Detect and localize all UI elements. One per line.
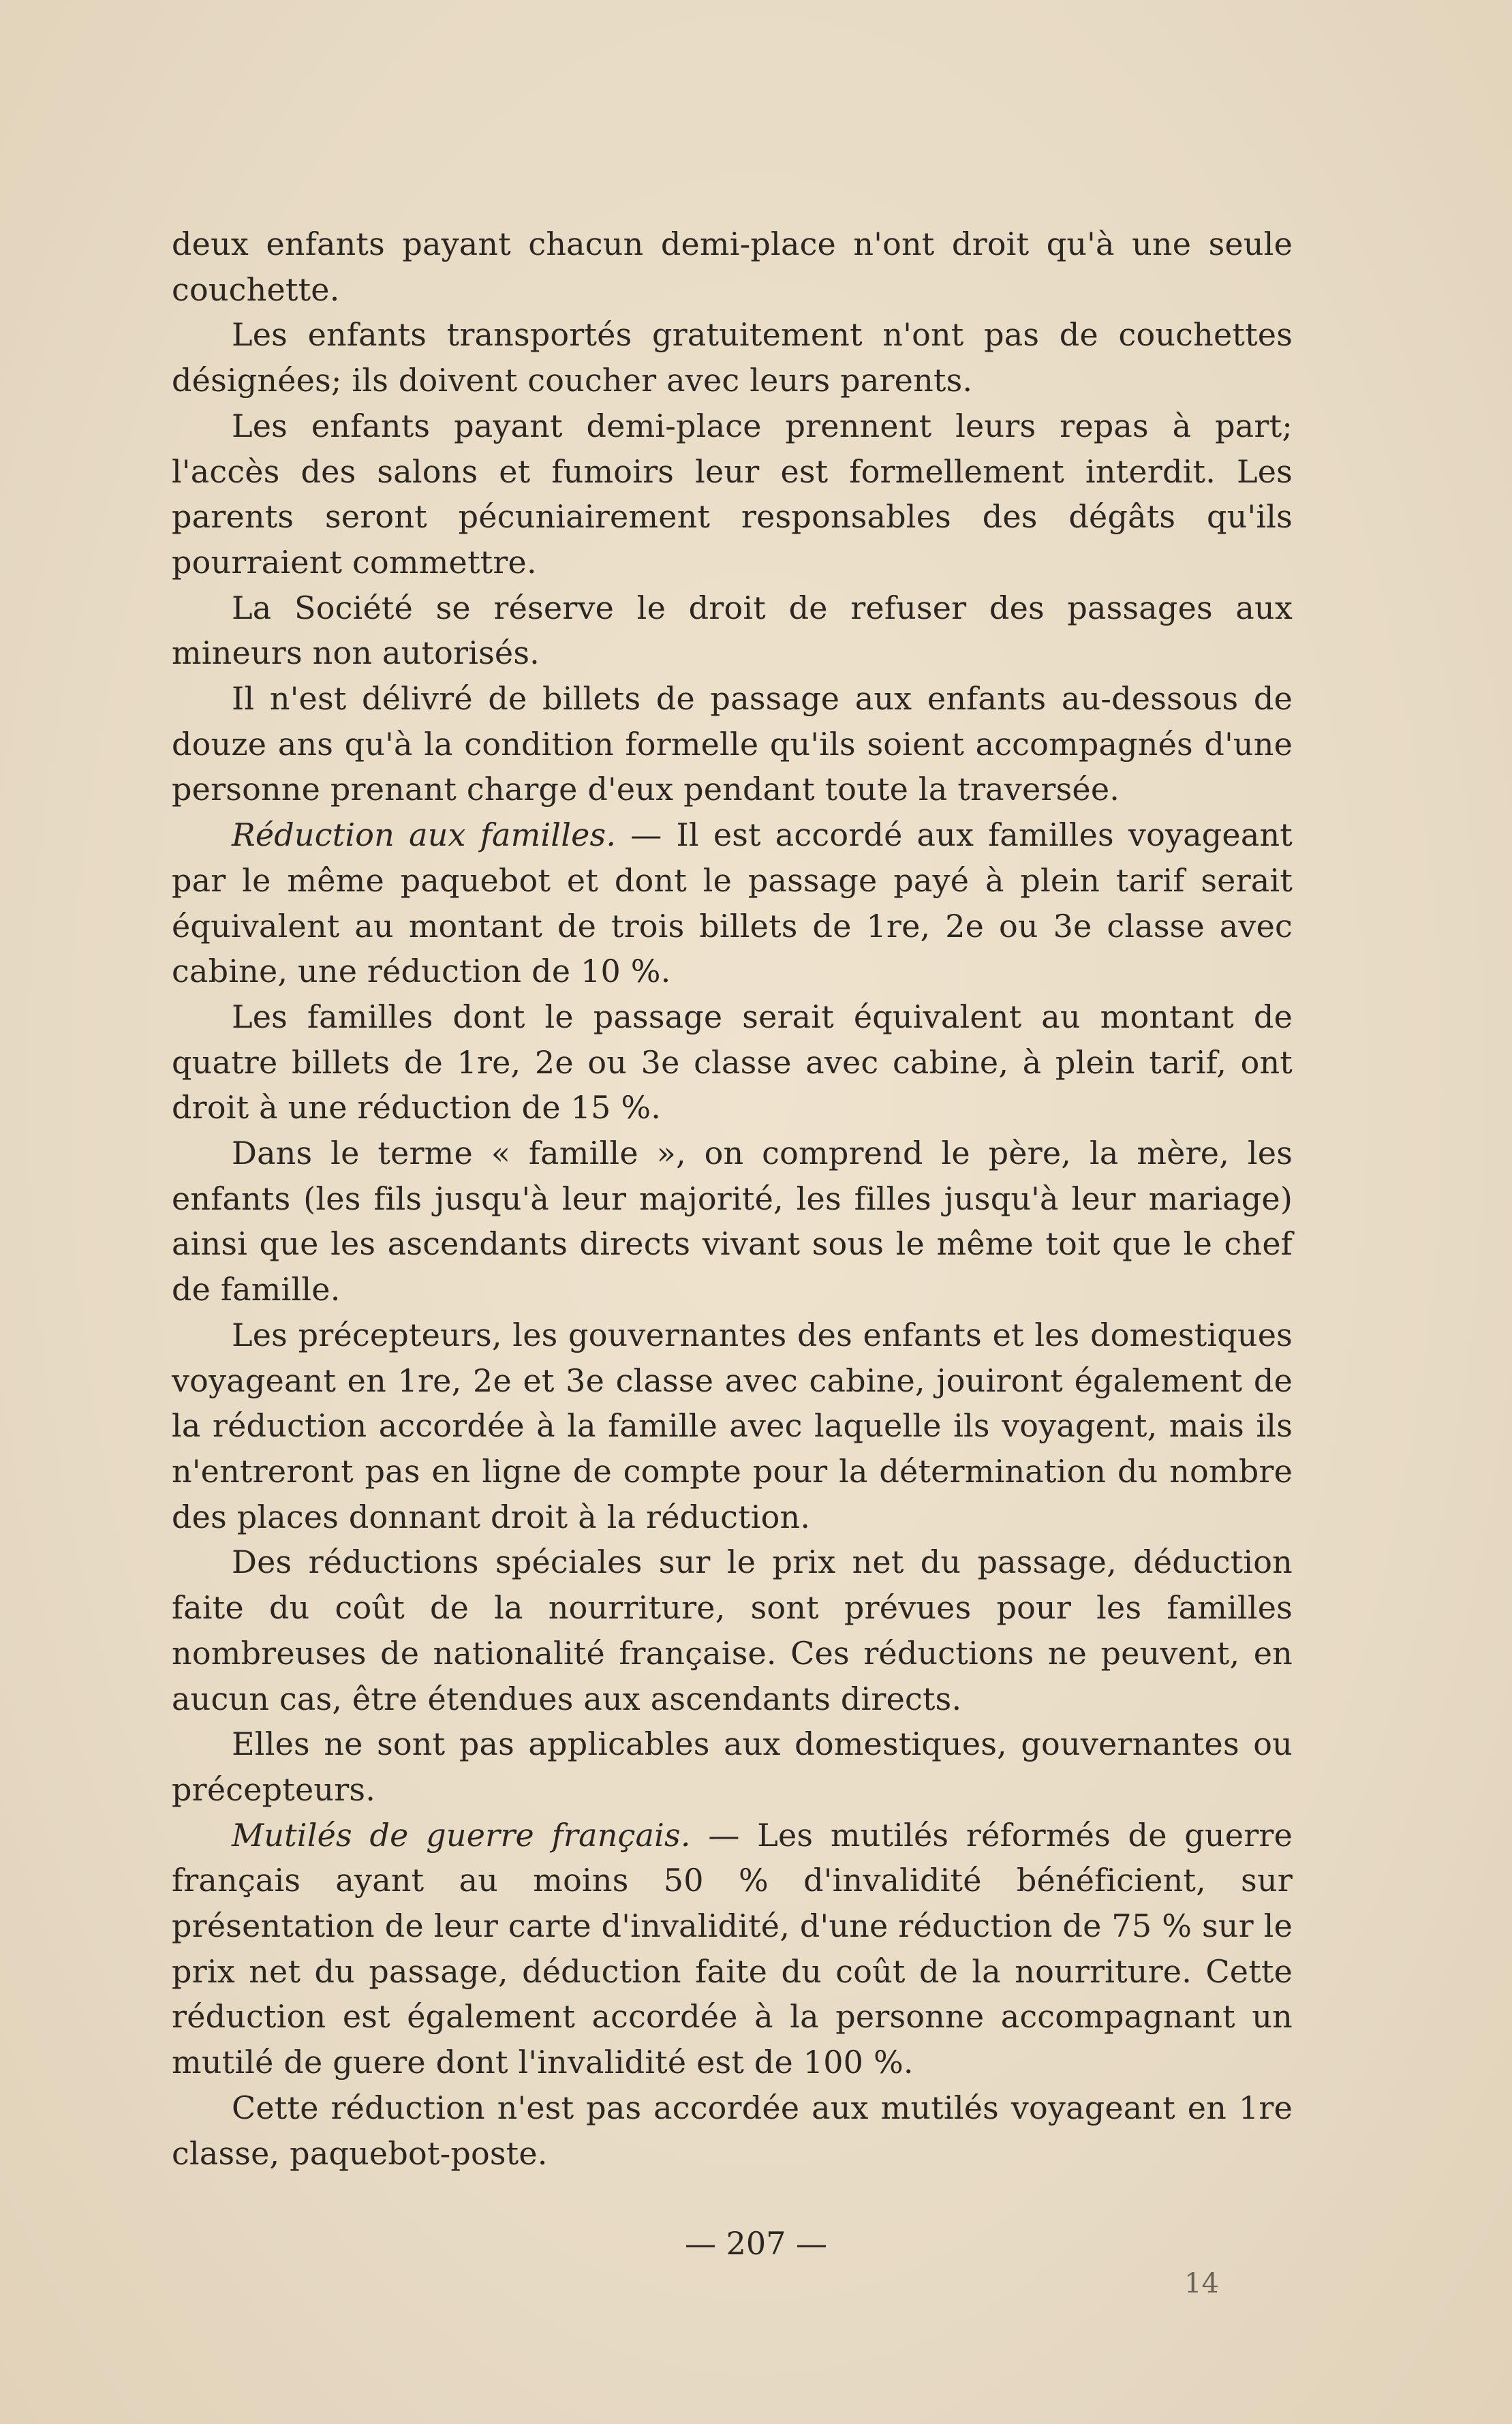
body-text — [172, 221, 1293, 2176]
paragraph: La Société se réserve le droit de refuser des passages aux mineurs non autorisés. — [172, 589, 1293, 672]
paragraph: Les enfants payant demi-place prennent leurs repas à part; l'accès des salons et fumoirs leur est formellement interdit. Les parents seront pécuniairement responsables des dégâts qu'ils pourraient commettre. — [172, 407, 1293, 581]
paragraph: Des réductions spéciales sur le prix net du passage, déduction faite du coût de la nourriture, sont prévues pour les familles nombreuses de nationalité française. Ces réductions ne peuvent, en aucun cas, être étendues aux ascendants directs. — [172, 1544, 1293, 1717]
paragraph: Dans le terme « famille », on comprend le père, la mère, les enfants (les fils jusqu'à leur majorité, les filles jusqu'à leur mariage) ainsi que les ascendants directs vivant sous le même toit que le chef de famille. — [172, 1135, 1293, 1308]
paragraph: Elles ne sont pas applicables aux domestiques, gouvernantes ou précepteurs. — [172, 1725, 1293, 1808]
paragraph-famille-reduction — [172, 812, 1293, 994]
signature-mark: 14 — [1184, 2268, 1219, 2299]
section-heading: Mutilés de guerre français. — [232, 1816, 691, 1854]
paragraph: Il n'est délivré de billets de passage aux enfants au-dessous de douze ans qu'à la condition formelle qu'ils soient accompagnés d'une personne prenant charge d'eux pendant toute la traversée. — [172, 680, 1293, 808]
page-number: — 207 — — [684, 2225, 828, 2262]
section-heading: Réduction aux familles. — [232, 816, 617, 854]
paragraph-text: — Les mutilés réformés de guerre français ayant au moins 50 % d'invalidité bénéficient, sur présentation de leur carte d'invalidité, d'une réduction de 75 % sur le prix net du passage, déduction faite du coût de la nourriture. Cette réduction est également accordée à la personne accompagnant un mutilé de guere dont l'invalidité est de 100 %. — [172, 1816, 1293, 2081]
paragraph: Les enfants transportés gratuitement n'ont pas de couchettes désignées; ils doivent coucher avec leurs parents. — [172, 316, 1293, 399]
paragraph-mutiles — [172, 1813, 1293, 2085]
paragraph: Les familles dont le passage serait équivalent au montant de quatre billets de 1re, 2e ou 3e classe avec cabine, à plein tarif, ont droit à une réduction de 15 %. — [172, 998, 1293, 1126]
paragraph-text: — Il est accordé aux familles voyageant par le même paquebot et dont le passage payé à plein tarif serait équivalent au montant de trois billets de 1re, 2e ou 3e classe avec cabine, une réduction de 10 %. — [172, 816, 1293, 990]
paragraph: Cette réduction n'est pas accordée aux mutilés voyageant en 1re classe, paquebot-poste. — [172, 2089, 1293, 2172]
paragraph: Les précepteurs, les gouvernantes des enfants et les domestiques voyageant en 1re, 2e et 3e classe avec cabine, jouiront également de la réduction accordée à la famille avec laquelle ils voyagent, mais ils n'entreront pas en ligne de compte pour la détermination du nombre des places donnant droit à la réduction. — [172, 1316, 1293, 1535]
paragraph: deux enfants payant chacun demi-place n'ont droit qu'à une seule couchette. — [172, 226, 1293, 308]
